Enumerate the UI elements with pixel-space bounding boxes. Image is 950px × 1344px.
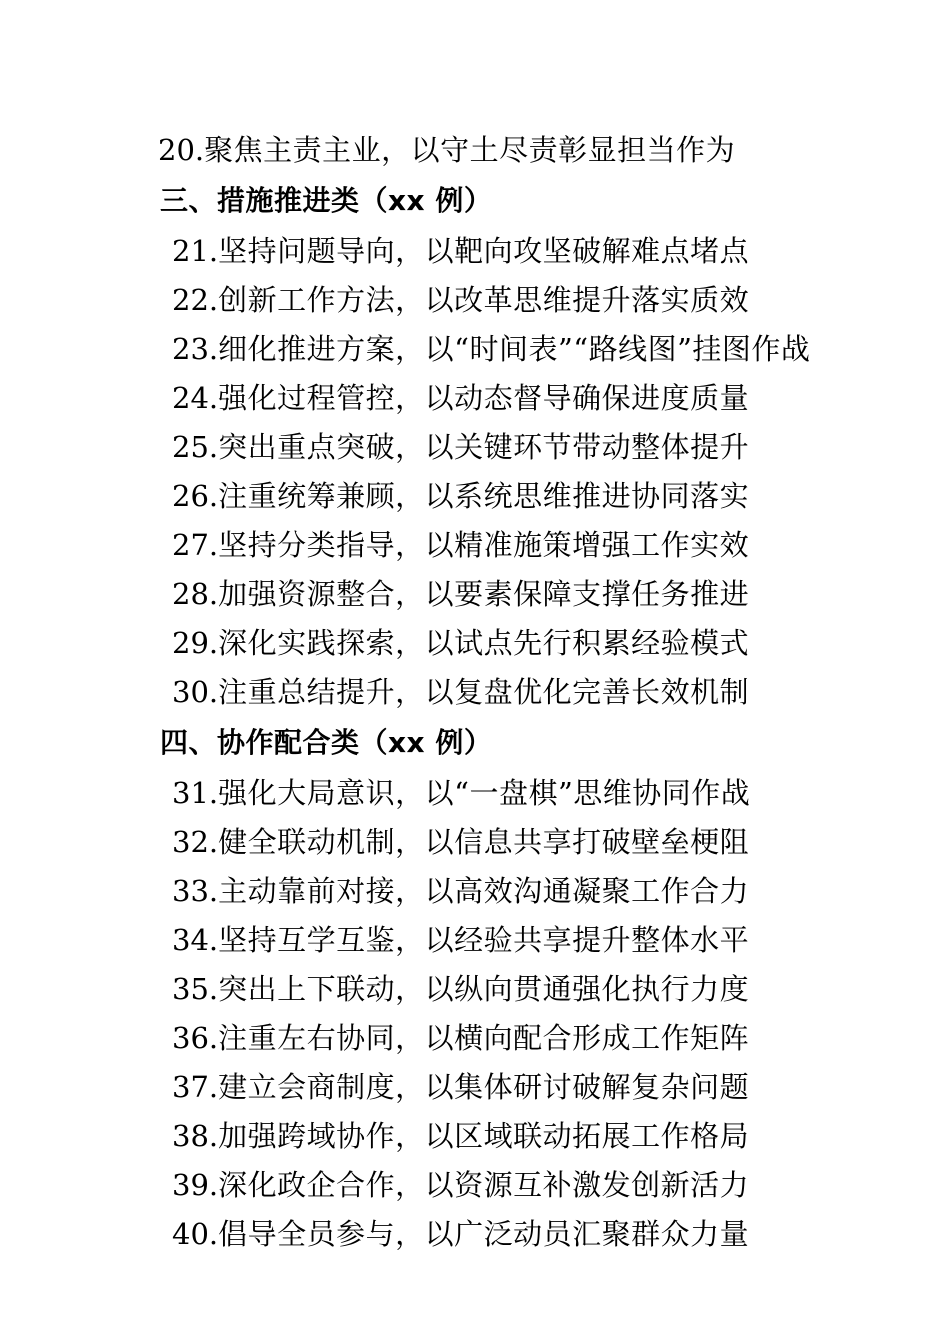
list-item-text: 聚焦主责主业，以守土尽责彰显担当作为: [204, 133, 736, 167]
list-item: [158, 818, 792, 867]
list-item-text: 加强跨域协作，以区域联动拓展工作格局: [218, 1119, 750, 1153]
list-item-number: 28.: [172, 577, 219, 611]
list-item: [158, 126, 792, 175]
list-item-number: 26.: [172, 479, 219, 513]
list-item-text: 健全联动机制，以信息共享打破壁垒梗阻: [218, 825, 750, 859]
list-item: [158, 1112, 792, 1161]
list-item: [158, 276, 792, 325]
list-item-text: 加强资源整合，以要素保障支撑任务推进: [218, 577, 750, 611]
list-item-number: 36.: [172, 1021, 219, 1055]
list-item-text: 坚持问题导向，以靶向攻坚破解难点堵点: [218, 234, 750, 268]
list-item-number: 39.: [172, 1168, 219, 1202]
list-item-text: 强化过程管控，以动态督导确保进度质量: [218, 381, 750, 415]
list-item-number: 30.: [172, 675, 219, 709]
list-item-text: 注重统筹兼顾，以系统思维推进协同落实: [218, 479, 750, 513]
list-item-text: 突出重点突破，以关键环节带动整体提升: [218, 430, 750, 464]
list-item: [158, 374, 792, 423]
list-item-number: 29.: [172, 626, 219, 660]
list-item-text: 注重总结提升，以复盘优化完善长效机制: [218, 675, 750, 709]
list-item-text: 深化实践探索，以试点先行积累经验模式: [218, 626, 750, 660]
list-item-text: 突出上下联动，以纵向贯通强化执行力度: [218, 972, 750, 1006]
list-item-number: 24.: [172, 381, 219, 415]
list-item-number: 27.: [172, 528, 219, 562]
list-item: [158, 1210, 792, 1259]
list-item: [158, 521, 792, 570]
list-item-text: 注重左右协同，以横向配合形成工作矩阵: [218, 1021, 750, 1055]
document-body: [158, 126, 811, 1259]
list-item-number: 25.: [172, 430, 219, 464]
list-item-number: 20.: [158, 133, 205, 167]
list-item: [158, 325, 811, 374]
list-item-number: 40.: [172, 1217, 219, 1251]
list-item-number: 22.: [172, 283, 219, 317]
list-item: [158, 1063, 792, 1112]
list-item: [158, 769, 792, 818]
list-item: [158, 1161, 792, 1210]
list-item-text: 主动靠前对接，以高效沟通凝聚工作合力: [218, 874, 750, 908]
list-item-number: 23.: [172, 332, 219, 366]
section-heading: 四、协作配合类（xx 例）: [160, 726, 493, 759]
list-item-text: 创新工作方法，以改革思维提升落实质效: [218, 283, 750, 317]
list-item: [158, 867, 792, 916]
list-item-text: 细化推进方案，以“时间表”“路线图”挂图作战: [218, 332, 811, 366]
list-item-text: 强化大局意识，以“一盘棋”思维协同作战: [218, 776, 751, 810]
list-item-text: 建立会商制度，以集体研讨破解复杂问题: [218, 1070, 750, 1104]
list-item: [158, 227, 792, 276]
list-item: [158, 965, 792, 1014]
list-item: [158, 423, 792, 472]
list-item-text: 倡导全员参与，以广泛动员汇聚群众力量: [218, 1217, 750, 1251]
list-item-number: 21.: [172, 234, 219, 268]
list-item: [158, 619, 792, 668]
list-item-number: 37.: [172, 1070, 219, 1104]
list-item: [158, 1014, 792, 1063]
list-item: [158, 570, 792, 619]
list-item: [158, 668, 792, 717]
list-item-number: 34.: [172, 923, 219, 957]
list-item-number: 31.: [172, 776, 219, 810]
list-item-number: 38.: [172, 1119, 219, 1153]
list-item-text: 坚持分类指导，以精准施策增强工作实效: [218, 528, 750, 562]
list-item-text: 深化政企合作，以资源互补激发创新活力: [218, 1168, 750, 1202]
list-item-number: 33.: [172, 874, 219, 908]
list-item-number: 35.: [172, 972, 219, 1006]
list-item: [158, 916, 792, 965]
list-item: [158, 472, 792, 521]
list-item-number: 32.: [172, 825, 219, 859]
list-item-text: 坚持互学互鉴，以经验共享提升整体水平: [218, 923, 750, 957]
section-heading: 三、措施推进类（xx 例）: [160, 184, 493, 217]
